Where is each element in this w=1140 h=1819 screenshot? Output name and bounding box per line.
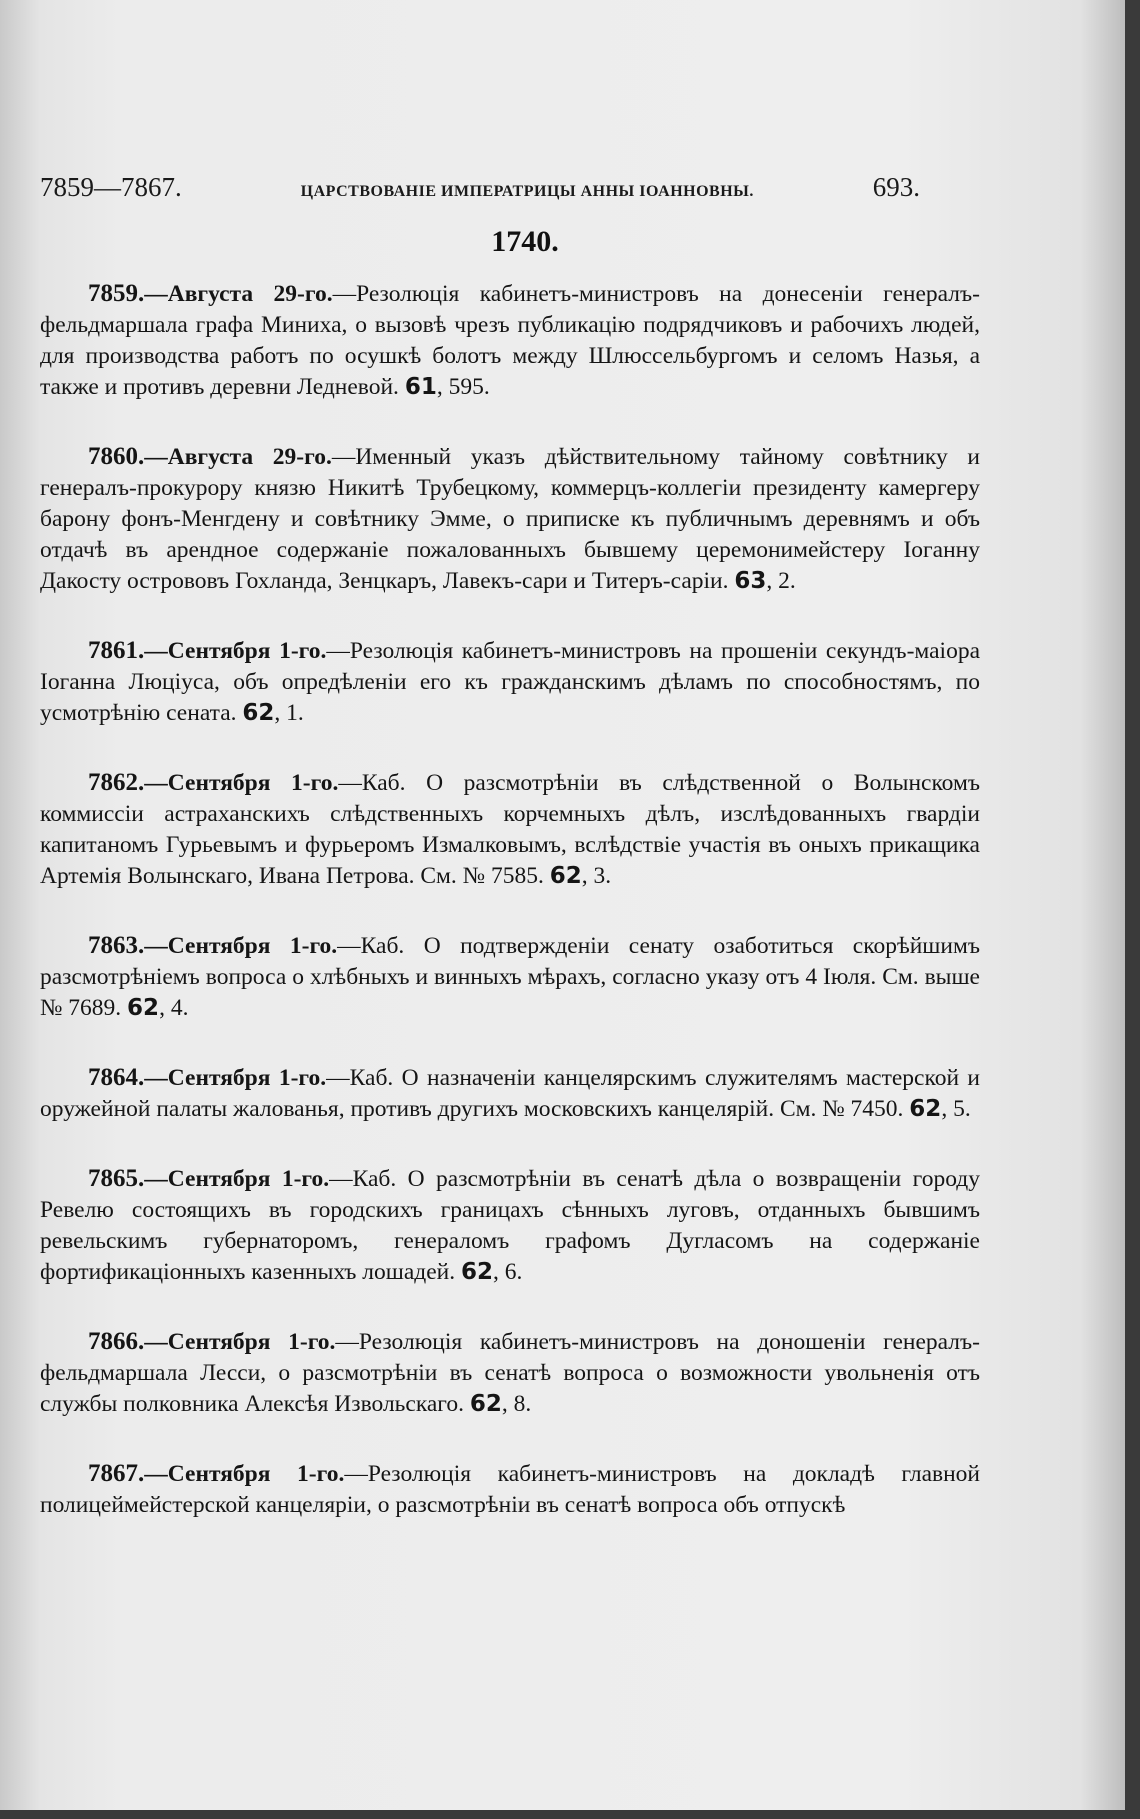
entry-ref-volume: 63 (734, 568, 767, 594)
entry-ref-page: , 1. (274, 700, 304, 726)
entry (40, 767, 980, 892)
entry-number: 7862. (88, 769, 145, 796)
entry-text: —Каб. О подтвержденіи сенату озаботиться скорѣйшимъ разсмотрѣніемъ вопроса о хлѣбныхъ и винныхъ мѣрахъ, согласно указу отъ 4 Іюля. См. выше № 7689. (40, 933, 980, 1021)
entry-date: —Августа 29-го. (144, 281, 333, 307)
entry-ref-volume: 62 (909, 1096, 942, 1122)
running-header (40, 172, 920, 203)
header-title: ЦАРСТВОВАНІЕ ИМПЕРАТРИЦЫ АННЫ ІОАННОВНЫ. (300, 183, 754, 200)
entry (40, 635, 980, 729)
entry-text: —Каб. О разсмотрѣніи въ слѣдственной о Волынскомъ коммиссіи астраханскихъ слѣдственныхъ корчемныхъ дѣлъ, изслѣдованныхъ гвардіи капитаномъ Гурьевымъ и фурьеромъ Измалковымъ, вслѣдствіе участія въ оныхъ прикащика Артемія Волынскаго, Ивана Петрова. См. № 7585. (40, 770, 980, 889)
entry (40, 930, 980, 1024)
entry-number: 7865. (88, 1165, 145, 1192)
entry-date: —Августа 29-го. (144, 444, 332, 470)
entry (40, 1326, 980, 1420)
entry-ref-volume: 62 (242, 700, 275, 726)
entry-text: —Именный указъ дѣйствительному тайному совѣтнику и генералъ-прокурору князю Никитѣ Трубецкому, коммерцъ-коллегіи президенту камергеру барону фонъ-Менгдену и совѣтнику Эмме, о приписке къ публичнымъ деревнямъ и объ отдачѣ въ арендное содержаніе пожалованныхъ бывшему церемонимейстеру Іоганну Дакосту острововъ Гохланда, Зенцкаръ, Лавекъ-сари и Титеръ-саріи. (40, 444, 980, 594)
entry (40, 278, 980, 403)
entry-ref-volume: 62 (460, 1259, 493, 1285)
entry-date: —Сентября 1-го. (144, 770, 339, 796)
entry-ref-page: , 3. (581, 863, 612, 889)
entry-date: —Сентября 1-го. (144, 933, 338, 959)
entry-text: —Резолюція кабинетъ-министровъ на докладѣ главной полицеймейстерской канцеляріи, о разсмотрѣніи въ сенатѣ вопроса объ отпускѣ (40, 1461, 980, 1518)
entry (40, 1062, 980, 1125)
year-heading: 1740. (491, 225, 559, 258)
entry-ref-volume: 62 (549, 863, 582, 889)
entry-ref-page: , 6. (493, 1259, 523, 1285)
entry-ref-volume: 62 (127, 995, 160, 1021)
entry-number: 7861. (88, 637, 145, 664)
entry-date: —Сентября 1-го. (144, 1329, 336, 1355)
entry-date: —Сентября 1-го. (144, 1065, 327, 1091)
header-entry-range: 7859—7867. (40, 172, 182, 202)
entry-date: —Сентября 1-го. (144, 1461, 345, 1487)
entry-ref-page: , 8. (501, 1391, 532, 1417)
entry-ref-volume: 61 (404, 374, 437, 400)
entry (40, 441, 980, 597)
entry-ref-page: , 595. (436, 374, 490, 400)
entries-list (40, 278, 980, 1559)
entry-number: 7866. (88, 1328, 145, 1355)
entry-text: —Резолюція кабинетъ-министровъ на доношеніи генералъ-фельдмаршала Лесси, о разсмотрѣніи въ сенатѣ вопроса о возможности увольненія отъ службы полковника Алексѣя Извольскаго. (40, 1329, 980, 1417)
entry-date: —Сентября 1-го. (144, 638, 327, 664)
entry-number: 7859. (88, 280, 145, 307)
entry-text: —Резолюція кабинетъ-министровъ на донесеніи генералъ-фельдмаршала графа Миниха, о вызовѣ чрезъ публикацію подрядчиковъ и рабочихъ людей, для производства работъ по осушкѣ болотъ между Шлюссельбургомъ и селомъ Назья, а также и противъ деревни Ледневой. (40, 281, 980, 400)
entry-number: 7863. (88, 932, 145, 959)
entry-text: —Каб. О назначеніи канцелярскимъ служителямъ мастерской и оружейной палаты жалованья, противъ другихъ московскихъ канцелярій. См. № 7450. (40, 1065, 980, 1122)
entry-ref-volume: 62 (469, 1391, 502, 1417)
entry (40, 1163, 980, 1288)
entry-ref-page: , 2. (766, 568, 796, 594)
entry-date: —Сентября 1-го. (144, 1166, 330, 1192)
entry (40, 1458, 980, 1521)
entry-ref-page: , 5. (941, 1096, 971, 1122)
entry-text: —Резолюція кабинетъ-министровъ на прошеніи секундъ-маіора Іоганна Люціуса, объ опредѣленіи его къ гражданскимъ дѣламъ по способностямъ, по усмотрѣнію сената. (40, 638, 981, 726)
page-number: 693. (872, 172, 920, 202)
entry-ref-page: , 4. (159, 995, 189, 1021)
entry-number: 7867. (88, 1460, 145, 1487)
entry-number: 7864. (88, 1064, 145, 1091)
entry-number: 7860. (88, 443, 145, 470)
entry-text: —Каб. О разсмотрѣніи въ сенатѣ дѣла о возвращеніи городу Ревелю состоящихъ въ городскихъ границахъ сѣнныхъ луговъ, отданныхъ бывшимъ ревельскимъ губернаторомъ, генераломъ графомъ Дугласомъ на содержаніе фортификаціонныхъ казенныхъ лошадей. (40, 1166, 980, 1285)
